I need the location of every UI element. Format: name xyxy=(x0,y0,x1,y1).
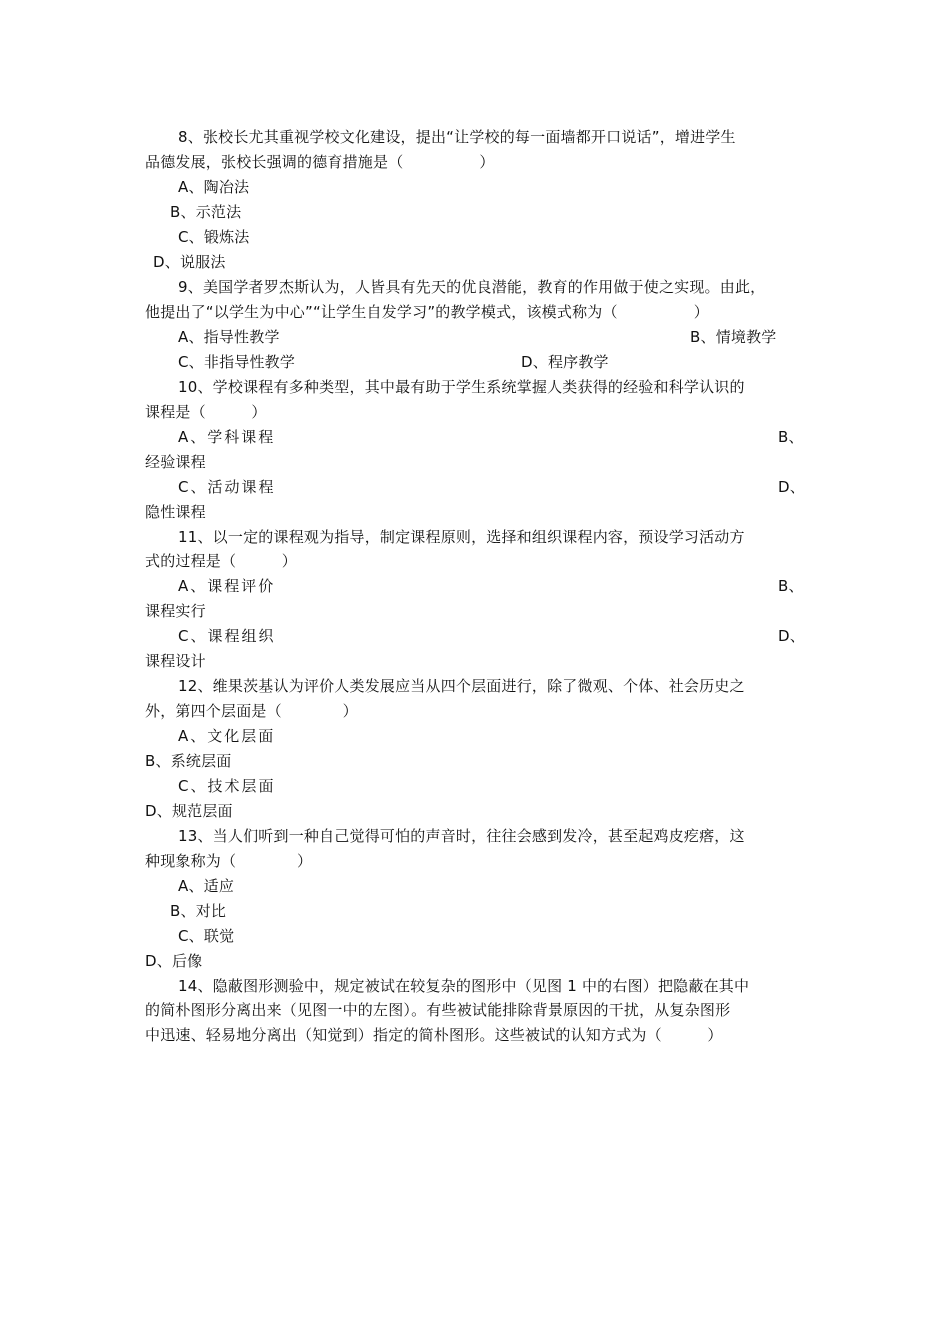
q10-option-a: A、学科课程 xyxy=(178,428,276,446)
q9-option-d: D、程序教学 xyxy=(521,353,609,371)
q10-option-b-text: 经验课程 xyxy=(145,453,206,471)
q13-option-c: C、联觉 xyxy=(178,927,235,945)
q11-option-c: C、课程组织 xyxy=(178,627,276,645)
q8-option-a: A、陶冶法 xyxy=(178,178,250,196)
q13-stem-line1: 13、当人们听到一种自己觉得可怕的声音时，往往会感到发冷，甚至起鸡皮疙瘩，这 xyxy=(178,827,745,845)
q11-option-a: A、课程评价 xyxy=(178,577,276,595)
q14-stem-line3: 中迅速、轻易地分离出（知觉到）指定的简朴图形。这些被试的认知方式为（ ） xyxy=(145,1026,723,1044)
q8-stem-line1: 8、张校长尤其重视学校文化建设，提出“让学校的每一面墙都开口说话”，增进学生 xyxy=(178,128,736,146)
q10-stem-line2: 课程是（ ） xyxy=(145,403,267,421)
q14-stem-line1: 14、隐蔽图形测验中，规定被试在较复杂的图形中（见图 1 中的右图）把隐蔽在其中 xyxy=(178,977,750,995)
q9-stem-line1: 9、美国学者罗杰斯认为，人皆具有先天的优良潜能，教育的作用做于使之实现。由此， xyxy=(178,278,766,296)
q11-stem-line1: 11、以一定的课程观为指导，制定课程原则，选择和组织课程内容，预设学习活动方 xyxy=(178,528,745,546)
q10-option-d-text: 隐性课程 xyxy=(145,503,206,521)
q12-option-a: A、文化层面 xyxy=(178,727,276,745)
q8-option-b: B、示范法 xyxy=(170,203,242,221)
q9-option-c: C、非指导性教学 xyxy=(178,353,296,371)
q9-option-b: B、情境教学 xyxy=(690,328,777,346)
q11-stem-line2: 式的过程是（ ） xyxy=(145,552,298,570)
q9-stem-line2: 他提出了“以学生为中心”“让学生自发学习”的教学模式，该模式称为（ ） xyxy=(145,303,709,321)
q13-option-a: A、适应 xyxy=(178,877,235,895)
q11-option-b-text: 课程实行 xyxy=(145,602,206,620)
q10-option-c: C、活动课程 xyxy=(178,478,276,496)
q8-option-d: D、说服法 xyxy=(153,253,226,271)
q12-option-c: C、技术层面 xyxy=(178,777,276,795)
q12-stem-line1: 12、维果茨基认为评价人类发展应当从四个层面进行，除了微观、个体、社会历史之 xyxy=(178,677,745,695)
q8-option-c: C、锻炼法 xyxy=(178,228,250,246)
q13-option-d: D、后像 xyxy=(145,952,203,970)
q12-option-b: B、系统层面 xyxy=(145,752,232,770)
q11-option-d-text: 课程设计 xyxy=(145,652,206,670)
q10-stem-line1: 10、学校课程有多种类型，其中最有助于学生系统掌握人类获得的经验和科学认识的 xyxy=(178,378,745,396)
q10-option-b-mark: B、 xyxy=(778,428,804,446)
q12-option-d: D、规范层面 xyxy=(145,802,233,820)
q12-stem-line2: 外，第四个层面是（ ） xyxy=(145,702,358,720)
q8-stem-line2: 品德发展，张校长强调的德育措施是（ ） xyxy=(145,153,495,171)
q13-stem-line2: 种现象称为（ ） xyxy=(145,852,313,870)
q11-option-d-mark: D、 xyxy=(778,627,805,645)
q11-option-b-mark: B、 xyxy=(778,577,804,595)
q13-option-b: B、对比 xyxy=(170,902,227,920)
q14-stem-line2: 的简朴图形分离出来（见图一中的左图）。有些被试能排除背景原因的干扰，从复杂图形 xyxy=(145,1001,731,1019)
q9-option-a: A、指导性教学 xyxy=(178,328,280,346)
q10-option-d-mark: D、 xyxy=(778,478,805,496)
